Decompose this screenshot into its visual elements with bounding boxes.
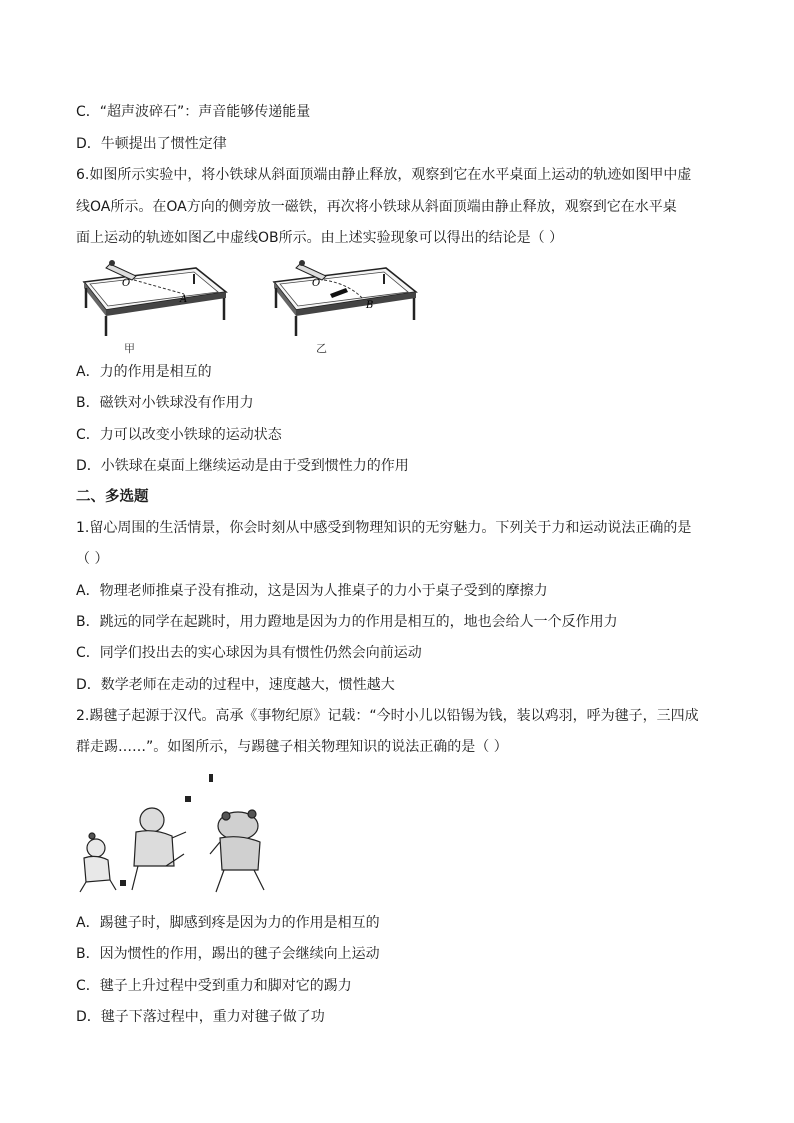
q6-figure-table-yi (266, 254, 426, 344)
m1-option-a: A．物理老师推桌子没有推动，这是因为人推桌子的力小于桌子受到的摩擦力 (76, 583, 548, 599)
m2-stem-line2: 群走踢……”。如图所示，与踢毽子相关物理知识的说法正确的是（ ） (76, 739, 508, 755)
m1-option-b: B．跳远的同学在起跳时，用力蹬地是因为力的作用是相互的，地也会给人一个反作用力 (76, 614, 618, 630)
q5-option-c: C．“超声波碎石”：声音能够传递能量 (76, 104, 311, 120)
q6-stem-line2: 线OA所示。在OA方向的侧旁放一磁铁，再次将小铁球从斜面顶端由静止释放，观察到它在水平桌 (76, 199, 677, 215)
q6-stem-line1: 6.如图所示实验中，将小铁球从斜面顶端由静止释放，观察到它在水平桌面上运动的轨迹如图甲中虚 (76, 167, 692, 183)
q6-figure-yi-point-o: O (312, 278, 321, 289)
m1-option-d: D．数学老师在走动的过程中，速度越大，惯性越大 (76, 677, 395, 693)
q5-option-d: D．牛顿提出了惯性定律 (76, 136, 227, 152)
m2-figure-shuttlecock-kicking (74, 768, 294, 898)
m1-stem-line1: 1.留心周围的生活情景，你会时刻从中感受到物理知识的无穷魅力。下列关于力和运动说法正确的是 (76, 520, 692, 536)
m2-stem-line1: 2.踢毽子起源于汉代。高承《事物纪原》记载：“今时小儿以铅锡为钱，装以鸡羽，呼为毽子，三四成 (76, 708, 699, 724)
q6-figure-caption-yi: 乙 (316, 342, 327, 355)
q6-figure-yi-point-b: B (366, 300, 374, 311)
q6-figure-caption-jia: 甲 (124, 342, 135, 355)
q6-option-c: C．力可以改变小铁球的运动状态 (76, 427, 282, 443)
q6-figure-jia-point-o: O (122, 278, 131, 289)
q6-figure-jia-point-a: A (180, 294, 188, 305)
q6-option-b: B．磁铁对小铁球没有作用力 (76, 395, 254, 411)
q6-stem-line3: 面上运动的轨迹如图乙中虚线OB所示。由上述实验现象可以得出的结论是（ ） (76, 230, 564, 246)
m2-option-c: C．毽子上升过程中受到重力和脚对它的踢力 (76, 978, 352, 994)
q6-option-d: D．小铁球在桌面上继续运动是由于受到惯性力的作用 (76, 458, 409, 474)
q6-option-a: A．力的作用是相互的 (76, 364, 212, 380)
section-heading-multiple-choice: 二、多选题 (76, 489, 149, 505)
m2-option-a: A．踢毽子时，脚感到疼是因为力的作用是相互的 (76, 915, 380, 931)
q6-figure-table-jia (76, 254, 236, 344)
m1-option-c: C．同学们投出去的实心球因为具有惯性仍然会向前运动 (76, 645, 422, 661)
m2-option-d: D．毽子下落过程中，重力对毽子做了功 (76, 1009, 325, 1025)
m2-option-b: B．因为惯性的作用，踢出的毽子会继续向上运动 (76, 946, 380, 962)
m1-stem-line2: （ ） (76, 551, 109, 567)
